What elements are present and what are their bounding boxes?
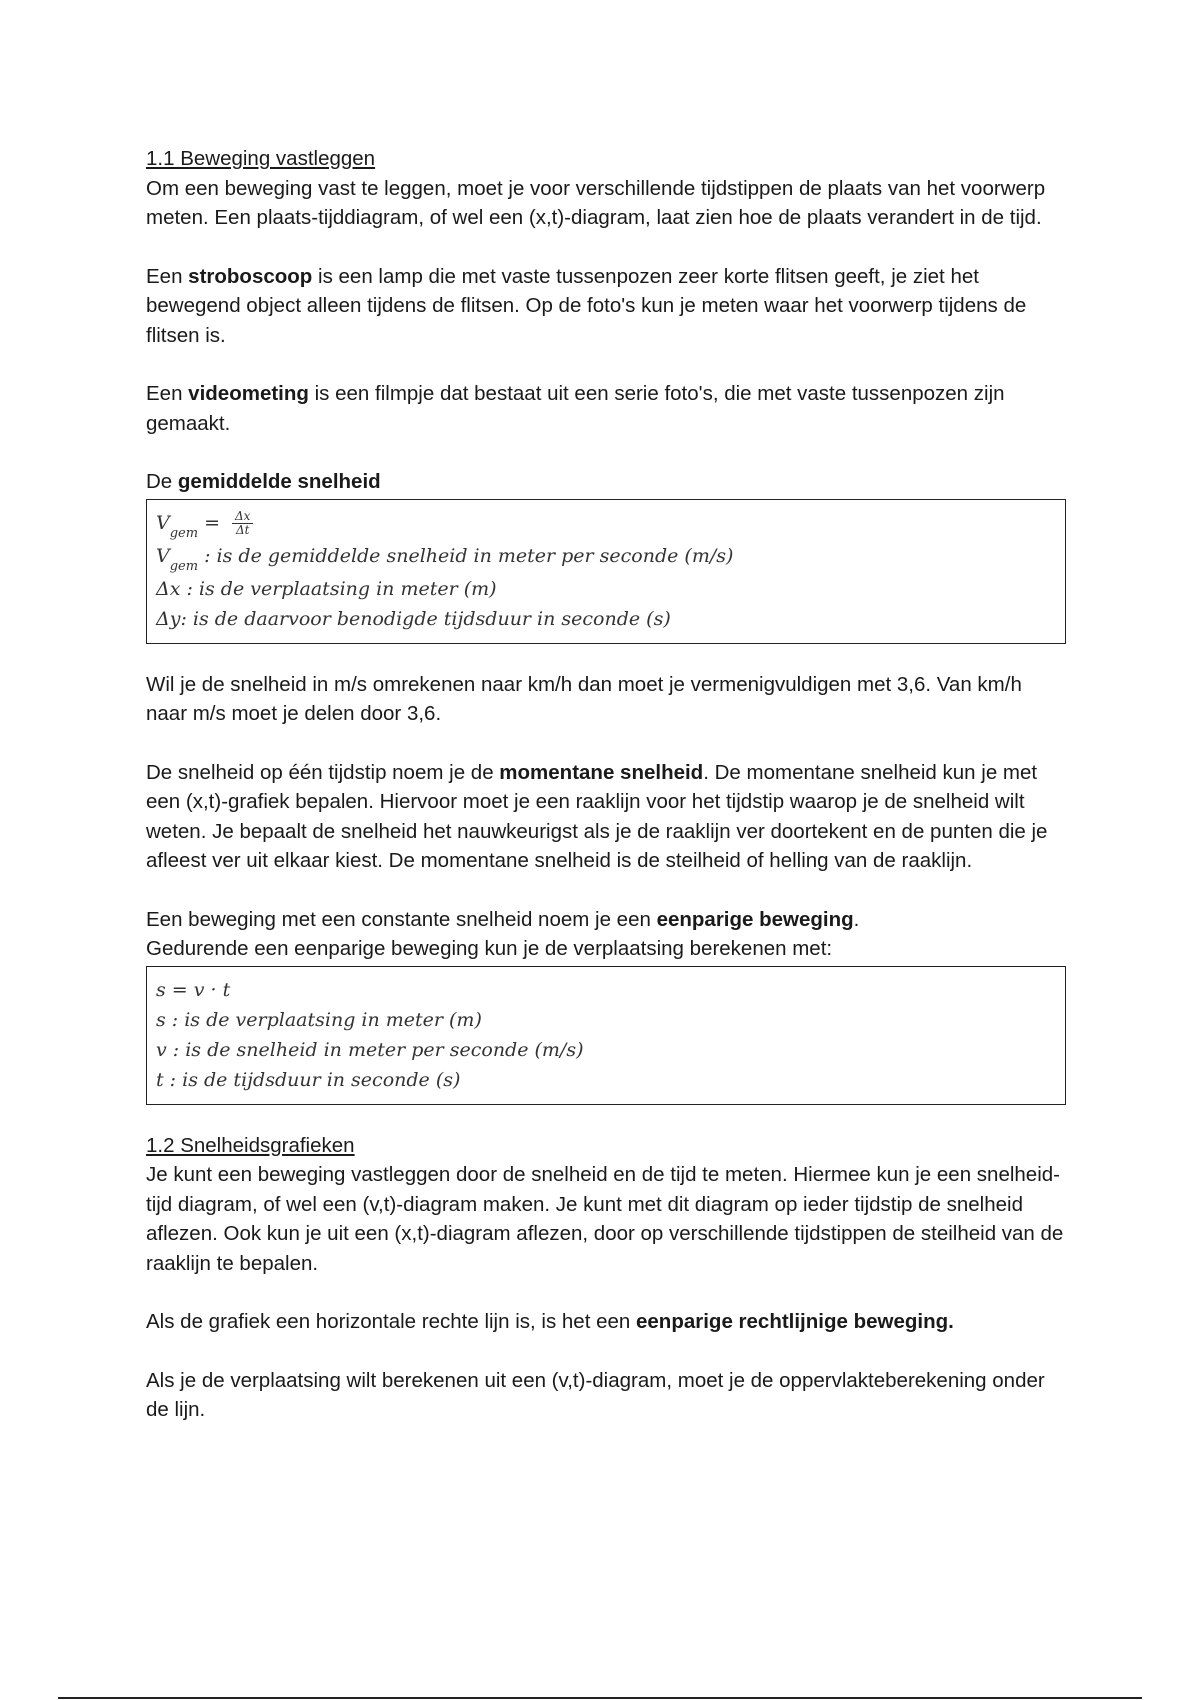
formula-definition-v: v : is de snelheid in meter per seconde (m/s) [156, 1038, 584, 1061]
conversion-paragraph: Wil je de snelheid in m/s omrekenen naar km/h dan moet je vermenigvuldigen met 3,6. Van km/h naar m/s moet je delen door 3,6. [146, 672, 1022, 725]
video-term: videometing [188, 382, 309, 405]
formula-definition-s: s : is de verplaatsing in meter (m) [156, 1008, 482, 1031]
horizontal-line-paragraph: Als de grafiek een horizontale rechte lijn is, is het een eenparige rechtlijnige beweging. [146, 1310, 954, 1333]
formula-definition-t: t : is de tijdsduur in seconde (s) [156, 1068, 461, 1091]
area-paragraph: Als je de verplaatsing wilt berekenen uit een (v,t)-diagram, moet je de oppervlakteberekening onder de lijn. [146, 1368, 1045, 1421]
formula-definition-dx: Δx : is de verplaatsing in meter (m) [156, 577, 497, 600]
momentary-speed-term: momentane snelheid [499, 760, 704, 784]
document-page [146, 144, 1066, 1454]
average-speed-formula-box [146, 499, 1066, 644]
section-1-heading: 1.1 Beweging vastleggen [146, 147, 376, 170]
average-speed-heading: De gemiddelde snelheid [146, 470, 381, 493]
section-1-intro: Om een beweging vast te leggen, moet je voor verschillende tijdstippen de plaats van het voorwerp meten. Een plaats-tijddiagram, of wel een (x,t)-diagram, laat zien hoe de plaats verandert in de tijd. [146, 176, 1046, 229]
fraction: $\frac{\Delta x}{\Delta t}$ [232, 510, 253, 537]
formula-average-speed: $V_{gem}$ = $\frac{\Delta x}{\Delta t}$ [156, 508, 1056, 541]
video-paragraph: Een videometing is een filmpje dat bestaat uit een serie foto's, die met vaste tussenpozen zijn gemaakt. [146, 382, 1005, 435]
section-2-intro: Je kunt een beweging vastleggen door de snelheid en de tijd te meten. Hiermee kun je een snelheid-tijd diagram, of wel een (v,t)-diagram maken. Je kunt met dit diagram op ieder tijdstip de snelheid aflezen. Ook kun je uit een (x,t)-diagram aflezen, door op verschillende tijdstippen de steilheid van de raaklijn te bepalen. [146, 1163, 1064, 1275]
displacement-formula-box [146, 966, 1066, 1105]
uniform-motion-paragraph: Een beweging met een constante snelheid noem je een eenparige beweging. Gedurende een eenparige beweging kun je de verplaatsing berekenen met: [146, 907, 860, 960]
uniform-linear-term: eenparige rechtlijnige beweging. [636, 1310, 954, 1333]
stroboscope-paragraph: Een stroboscoop is een lamp die met vaste tussenpozen zeer korte flitsen geeft, je ziet het bewegend object alleen tijdens de flitsen. Op de foto's kun je meten waar het voorwerp tijdens de flitsen is. [146, 264, 1027, 347]
momentary-speed-paragraph: De snelheid op één tijdstip noem je de momentane snelheid. De momentane snelheid kun je met een (x,t)-grafiek bepalen. Hiervoor moet je een raaklijn voor het tijdstip waarop je de snelheid wilt weten. Je bepaalt de snelheid het nauwkeurigst als je de raaklijn ver doortekent en de punten die je afleest ver uit elkaar kiest. De momentane snelheid is de steilheid of helling van de raaklijn. [146, 760, 1048, 872]
section-2-heading: 1.2 Snelheidsgrafieken [146, 1133, 355, 1157]
formula-definition-vgem: $V_{gem}$ : is de gemiddelde snelheid in meter per seconde (m/s) [156, 544, 734, 574]
formula-displacement: s = v · t [156, 978, 231, 1001]
formula-definition-dy: Δy: is de daarvoor benodigde tijdsduur in seconde (s) [156, 607, 671, 630]
uniform-motion-term: eenparige beweging [656, 907, 854, 931]
bottom-divider [58, 1697, 1142, 1699]
stroboscope-term: stroboscoop [188, 264, 313, 288]
